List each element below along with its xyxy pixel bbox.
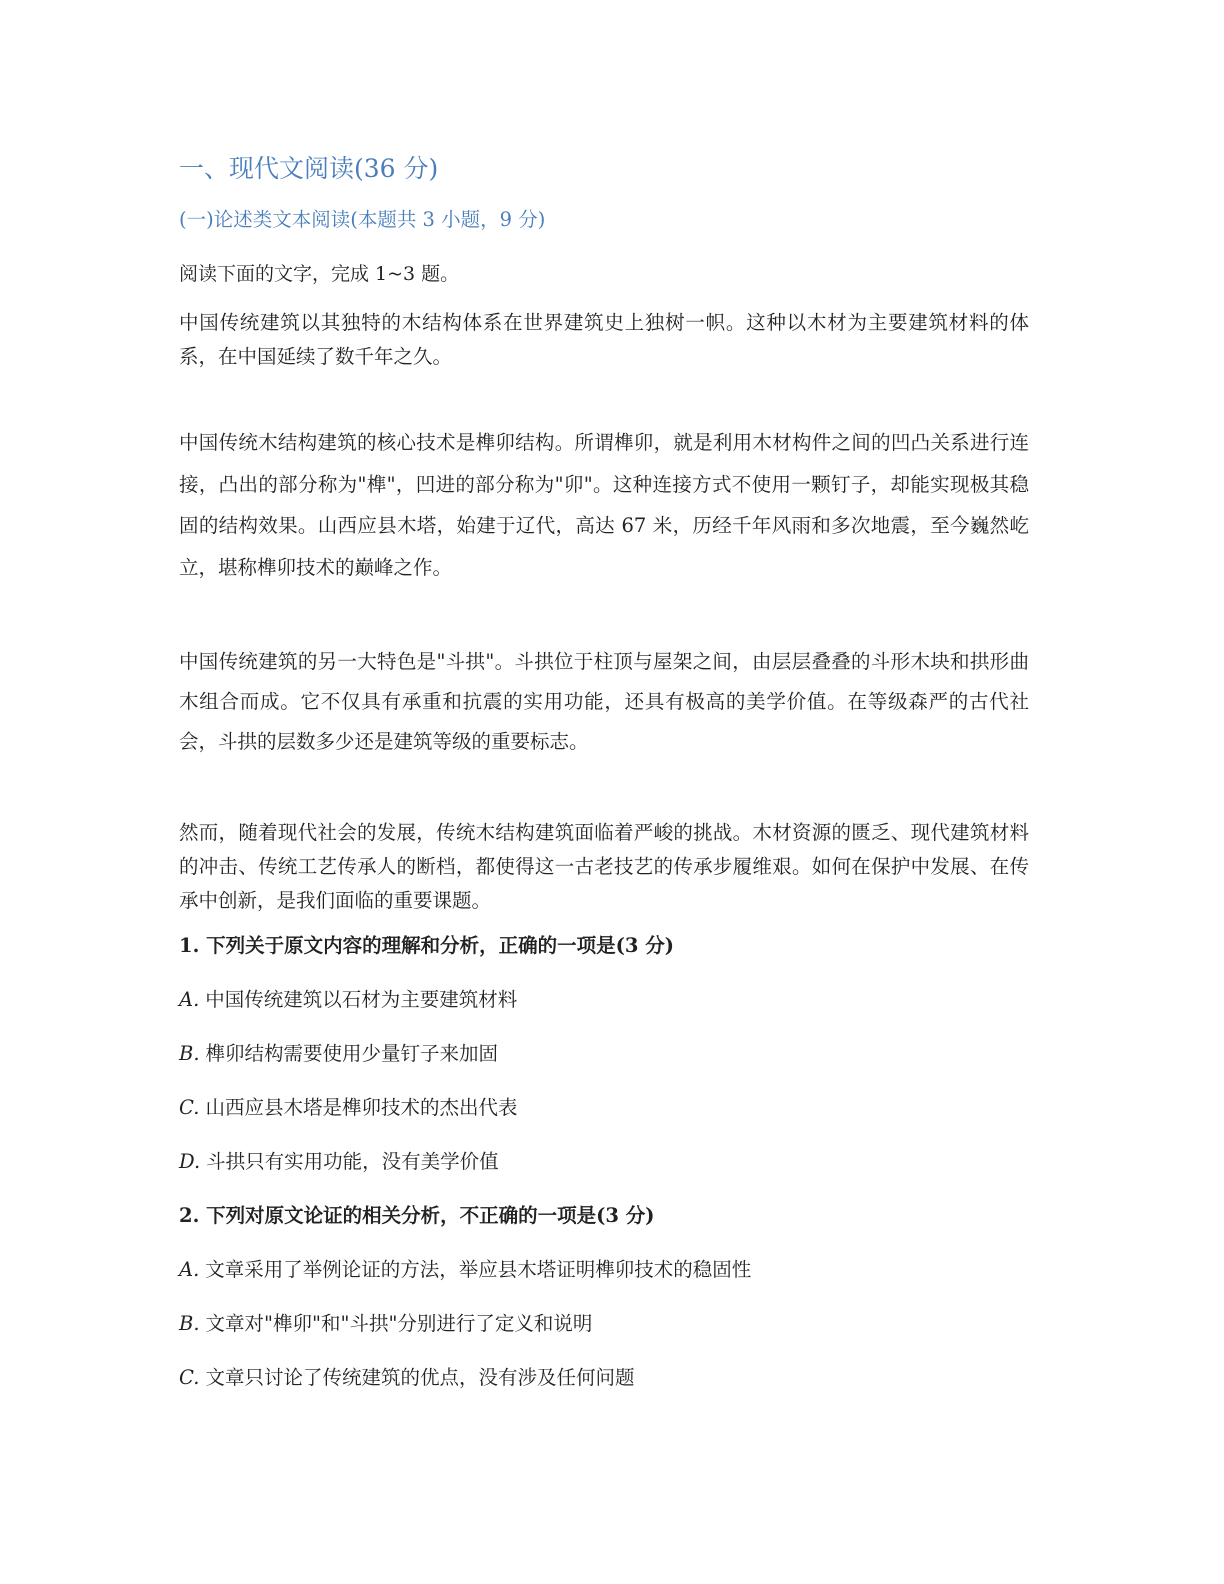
question-1-option-c[interactable]: [179, 1092, 1039, 1124]
option-letter: C.: [179, 1366, 200, 1389]
option-letter: D.: [179, 1150, 201, 1173]
option-letter: A.: [179, 1258, 200, 1281]
option-text: 文章采用了举例论证的方法，举应县木塔证明榫卯技术的稳固性: [205, 1258, 752, 1281]
section-title: 一、现代文阅读(36 分): [179, 154, 439, 183]
option-text: 斗拱只有实用功能，没有美学价值: [206, 1150, 499, 1173]
question-2-option-b[interactable]: [179, 1308, 1039, 1340]
section-subtitle: (一)论述类文本阅读(本题共 3 小题，9 分): [179, 208, 546, 231]
option-letter: B.: [179, 1042, 200, 1065]
option-text: 中国传统建筑以石材为主要建筑材料: [205, 988, 518, 1011]
question-1-stem: 1. 下列关于原文内容的理解和分析，正确的一项是(3 分): [179, 934, 674, 957]
question-1-option-a[interactable]: [179, 984, 1039, 1016]
passage-paragraph-2: 中国传统木结构建筑的核心技术是榫卯结构。所谓榫卯，就是利用木材构件之间的凹凸关系进行连接，凸出的部分称为"榫"，凹进的部分称为"卯"。这种连接方式不使用一颗钉子，却能实现极其稳固的结构效果。山西应县木塔，始建于辽代，高达 67 米，历经千年风雨和多次地震，至今巍然屹立，堪称榫卯技术的巅峰之作。: [179, 431, 1029, 579]
question-1-option-b[interactable]: [179, 1038, 1039, 1070]
option-text: 文章只讨论了传统建筑的优点，没有涉及任何问题: [205, 1366, 635, 1389]
option-text: 山西应县木塔是榫卯技术的杰出代表: [205, 1096, 518, 1119]
option-letter: C.: [179, 1096, 200, 1119]
passage-paragraph-4: 然而，随着现代社会的发展，传统木结构建筑面临着严峻的挑战。木材资源的匮乏、现代建筑材料的冲击、传统工艺传承人的断档，都使得这一古老技艺的传承步履维艰。如何在保护中发展、在传承中创新，是我们面临的重要课题。: [179, 821, 1029, 912]
option-letter: A.: [179, 988, 200, 1011]
reading-instruction: 阅读下面的文字，完成 1~3 题。: [179, 263, 460, 285]
question-2-option-a[interactable]: [179, 1254, 1039, 1286]
exam-page: [179, 148, 1039, 1416]
passage-paragraph-3: 中国传统建筑的另一大特色是"斗拱"。斗拱位于柱顶与屋架之间，由层层叠叠的斗形木块和拱形曲木组合而成。它不仅具有承重和抗震的实用功能，还具有极高的美学价值。在等级森严的古代社会，斗拱的层数多少还是建筑等级的重要标志。: [179, 650, 1029, 753]
question-1-option-d[interactable]: [179, 1146, 1039, 1178]
option-letter: B.: [179, 1312, 200, 1335]
option-text: 文章对"榫卯"和"斗拱"分别进行了定义和说明: [205, 1312, 593, 1335]
option-text: 榫卯结构需要使用少量钉子来加固: [205, 1042, 499, 1065]
question-2: [179, 1200, 1039, 1394]
question-2-option-c[interactable]: [179, 1362, 1039, 1394]
question-1: [179, 930, 1039, 1178]
question-2-stem: 2. 下列对原文论证的相关分析，不正确的一项是(3 分): [179, 1204, 655, 1227]
passage-paragraph-1: 中国传统建筑以其独特的木结构体系在世界建筑史上独树一帜。这种以木材为主要建筑材料的体系，在中国延续了数千年之久。: [179, 311, 1029, 368]
